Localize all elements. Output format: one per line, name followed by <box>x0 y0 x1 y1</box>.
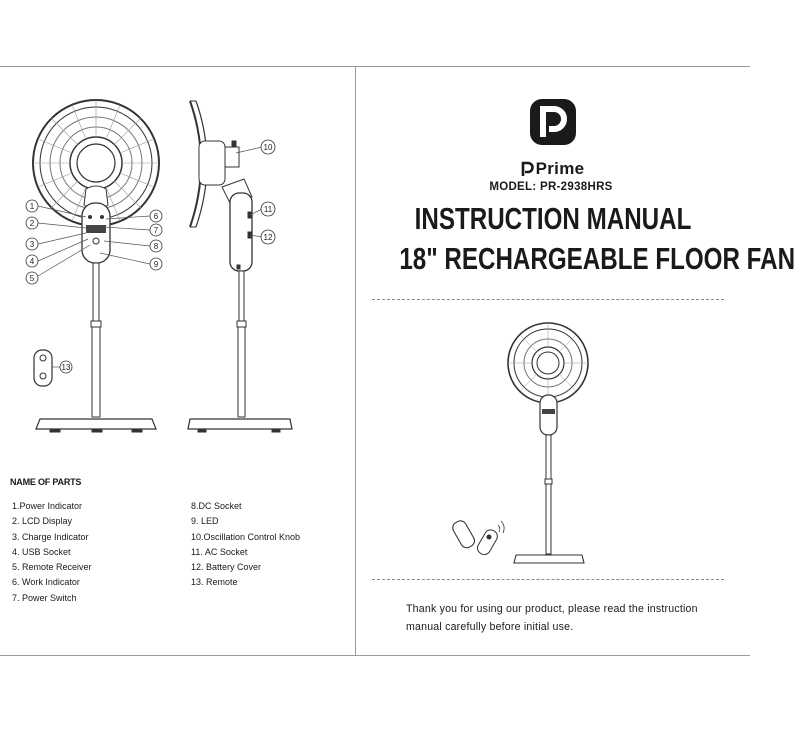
part-item: 5. Remote Receiver <box>12 562 92 573</box>
dashed-divider-bottom <box>372 579 724 580</box>
fan-side-view <box>188 101 292 432</box>
callout-7: 7 <box>153 226 159 235</box>
dashed-divider-top <box>372 299 724 300</box>
remote-thumb <box>475 521 504 557</box>
part-item: 1.Power Indicator <box>12 501 83 511</box>
callout-9: 9 <box>153 260 159 269</box>
parts-heading: NAME OF PARTS <box>10 477 82 487</box>
part-item: 2. LCD Display <box>12 516 73 527</box>
part-item: 13. Remote <box>191 577 238 588</box>
part-item: 9. LED <box>191 516 219 527</box>
callout-12: 12 <box>263 233 273 242</box>
part-item: 10.Oscillation Control Knob <box>191 531 301 542</box>
callout-11: 11 <box>263 205 273 214</box>
part-item: 4. USB Socket <box>12 546 71 557</box>
left-page <box>0 67 355 655</box>
prime-mini-logo-icon <box>520 160 534 176</box>
callout-1: 1 <box>29 202 35 211</box>
model-number: MODEL: PR-2938HRS <box>489 181 613 193</box>
right-page <box>356 67 795 655</box>
callout-6: 6 <box>153 212 159 221</box>
thank-you-line-2: manual carefully before initial use. <box>406 620 574 633</box>
parts-list-left <box>12 499 92 606</box>
brand-name <box>482 159 622 179</box>
thank-you-note <box>406 601 726 636</box>
fan-product-illustration <box>474 311 634 575</box>
part-item: 11. AC Socket <box>191 546 248 557</box>
callout-4: 4 <box>29 257 35 266</box>
part-item: 6. Work Indicator <box>12 577 80 588</box>
manual-title: INSTRUCTION MANUAL <box>414 201 692 236</box>
brand-label: Prime <box>535 159 585 178</box>
callout-5: 5 <box>29 274 35 283</box>
remote-illustration <box>34 350 52 386</box>
callout-13: 13 <box>61 363 71 372</box>
parts-list-right <box>191 499 300 591</box>
callout-3: 3 <box>29 240 35 249</box>
product-title: 18" RECHARGEABLE FLOOR FAN <box>399 241 795 276</box>
thank-you-line-1: Thank you for using our product, please read the instruction <box>406 603 698 615</box>
part-item: 12. Battery Cover <box>191 562 262 573</box>
fan-front-view <box>33 100 159 432</box>
callout-8: 8 <box>153 242 159 251</box>
fan-parts-diagram <box>0 67 355 467</box>
part-item: 7. Power Switch <box>12 592 77 603</box>
part-item: 3. Charge Indicator <box>12 531 89 542</box>
prime-logo-icon <box>528 97 578 147</box>
callout-10: 10 <box>263 143 273 152</box>
manual-spread <box>0 66 795 656</box>
part-item: 8.DC Socket <box>191 501 242 511</box>
callout-2: 2 <box>29 219 35 228</box>
